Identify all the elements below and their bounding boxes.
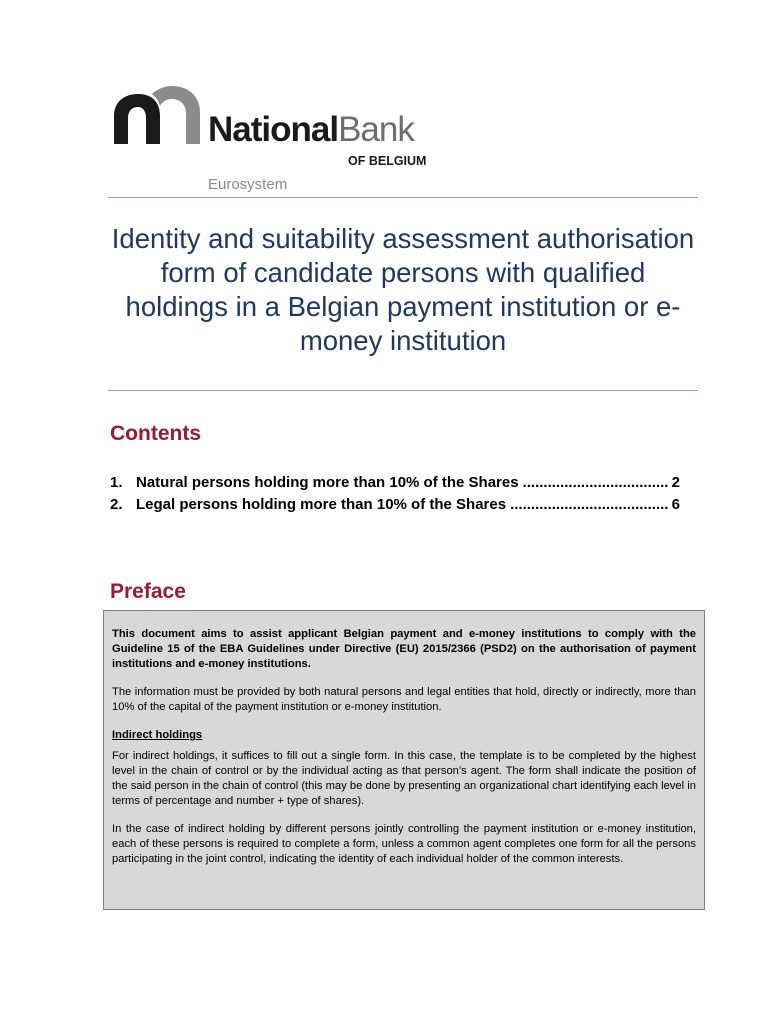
toc-text: Legal persons holding more than 10% of the Shares [136, 496, 507, 513]
indirect-holdings-heading: Indirect holdings [112, 729, 203, 741]
preface-intro: This document aims to assist applicant Belgian payment and e-money institutions to comply with the Guideline 15 of the EBA Guidelines under Directive (EU) 2015/2366 (PSD2) on the authorisation of payment institutions and e-money institutions. [112, 628, 696, 670]
logo-brand-light: Bank [338, 110, 414, 149]
preface-box [103, 610, 705, 910]
toc-entry[interactable] [110, 494, 680, 516]
logo-subtitle: OF BELGIUM [348, 154, 427, 168]
toc-number: 1. [110, 474, 123, 491]
preface-joint: In the case of indirect holding by different persons jointly controlling the payment institution or e-money institution, each of these persons is required to complete a form, unless a common agent completes one form for all the persons participating in the joint control, indicating the identity of each individual holder of the common interests. [112, 823, 696, 865]
toc-text: Natural persons holding more than 10% of the Shares [136, 474, 519, 491]
toc-entry[interactable] [110, 472, 680, 494]
toc-page: 2 [671, 474, 680, 491]
toc-leader [523, 472, 668, 494]
logo-network: Eurosystem [208, 176, 288, 193]
table-of-contents [110, 472, 680, 516]
nbb-logo [108, 84, 448, 194]
toc-leader [510, 494, 668, 516]
preface-indirect: For indirect holdings, it suffices to fill out a single form. In this case, the template is to be completed by the highest level in the chain of control or by the individual acting as that person’s agent. The form shall indicate the position of the said person in the chain of control (this may be done by presenting an organizational chart identifying each level in terms of percentage and number + type of shares). [112, 750, 696, 807]
top-divider [108, 197, 698, 198]
logo-brand-strong: National [208, 110, 339, 149]
nbb-arch-icon [108, 84, 208, 154]
toc-page: 6 [671, 496, 680, 513]
logo-wordmark [208, 112, 414, 147]
title-divider [108, 390, 698, 391]
document-title: Identity and suitability assessment authorisation form of candidate persons with qualified holdings in a Belgian payment institution or e-money institution [111, 223, 695, 356]
contents-heading: Contents [110, 422, 201, 445]
preface-info: The information must be provided by both natural persons and legal entities that hold, directly or indirectly, more than 10% of the capital of the payment institution or e-money institution. [112, 686, 696, 713]
toc-number: 2. [110, 496, 123, 513]
preface-heading: Preface [110, 580, 186, 603]
